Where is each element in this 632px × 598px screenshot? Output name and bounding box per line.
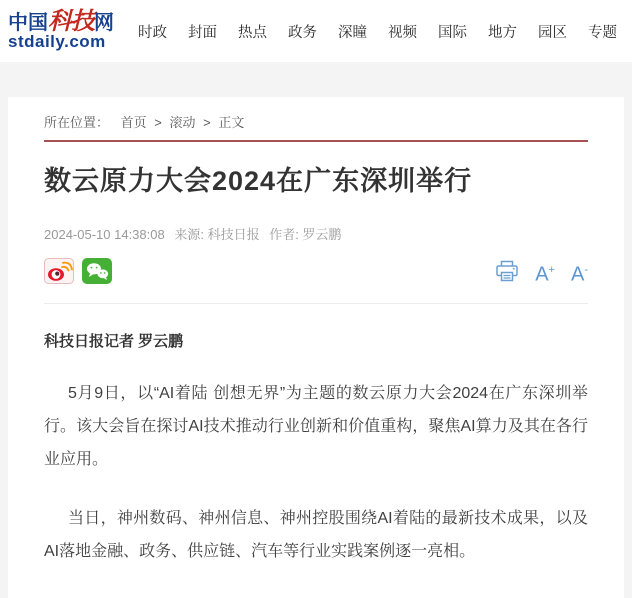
nav-item-local[interactable]: 地方 xyxy=(488,24,517,41)
nav-item-hot[interactable]: 热点 xyxy=(238,24,267,41)
article-title: 数云原力大会2024在广东深圳举行 xyxy=(44,166,473,196)
nav-item-parks[interactable]: 园区 xyxy=(538,24,567,41)
font-tools xyxy=(495,259,588,286)
breadcrumb-separator: > xyxy=(154,115,162,130)
share-buttons xyxy=(44,258,112,287)
weibo-icon xyxy=(44,258,74,287)
nav-item-video[interactable]: 视频 xyxy=(388,24,417,41)
share-wechat-button[interactable] xyxy=(82,258,112,287)
print-button[interactable] xyxy=(495,260,519,285)
article-toolbar xyxy=(44,258,588,287)
site-logo[interactable] xyxy=(8,8,114,51)
logo-text-prefix: 中国 xyxy=(8,12,48,34)
main-nav xyxy=(138,21,617,42)
article-card xyxy=(8,97,624,598)
breadcrumb-current: 正文 xyxy=(218,115,245,130)
logo-cn-title xyxy=(8,8,114,35)
font-decrease-label: A xyxy=(570,263,585,286)
article-paragraph-1: 5月9日，以“AI着陆 创想无界”为主题的数云原力大会2024在广东深圳举行。该大会旨在探讨AI技术推动行业创新和价值重构，聚焦AI算力及其在各行业应用。 xyxy=(44,385,588,468)
font-increase-label: A xyxy=(535,263,549,286)
breadcrumb-section-link[interactable]: 滚动 xyxy=(169,115,196,130)
breadcrumb-separator: > xyxy=(203,115,211,130)
article-paragraph-2: 当日，神州数码、神州信息、神州控股围绕AI着陆的最新技术成果，以及AI落地金融、政务、供应链、汽车等行业实践案例逐一亮相。 xyxy=(44,510,588,560)
nav-item-gov[interactable]: 政务 xyxy=(288,24,317,41)
nav-item-cover[interactable]: 封面 xyxy=(188,24,217,41)
breadcrumb-home-link[interactable]: 首页 xyxy=(120,115,147,130)
wechat-icon xyxy=(82,258,112,287)
nav-item-deep-insight[interactable]: 深瞳 xyxy=(338,24,367,41)
font-decrease-button[interactable] xyxy=(571,259,588,286)
font-decrease-sign: - xyxy=(584,264,588,277)
nav-item-special-topics[interactable]: 专题 xyxy=(588,24,617,41)
font-increase-sign: + xyxy=(548,264,555,277)
nav-item-politics[interactable]: 时政 xyxy=(138,24,167,41)
font-increase-button[interactable] xyxy=(535,259,555,286)
article-byline: 科技日报记者 罗云鹏 xyxy=(44,333,184,350)
publish-date: 2024-05-10 14:38:08 xyxy=(44,227,165,242)
breadcrumb xyxy=(44,112,588,131)
logo-text-suffix: 网 xyxy=(94,12,114,34)
article-author: 作者: 罗云鹏 xyxy=(269,227,342,242)
site-header xyxy=(0,0,632,62)
logo-text-brand: 科技 xyxy=(48,8,94,35)
article-meta xyxy=(44,224,588,243)
article-source: 来源: 科技日报 xyxy=(174,227,260,242)
logo-domain: stdaily.com xyxy=(8,32,106,51)
share-weibo-button[interactable] xyxy=(44,258,74,287)
breadcrumb-divider xyxy=(44,140,588,142)
breadcrumb-label: 所在位置： xyxy=(44,115,110,130)
nav-item-international[interactable]: 国际 xyxy=(438,24,467,41)
print-icon xyxy=(495,260,519,285)
content-divider xyxy=(44,303,588,304)
